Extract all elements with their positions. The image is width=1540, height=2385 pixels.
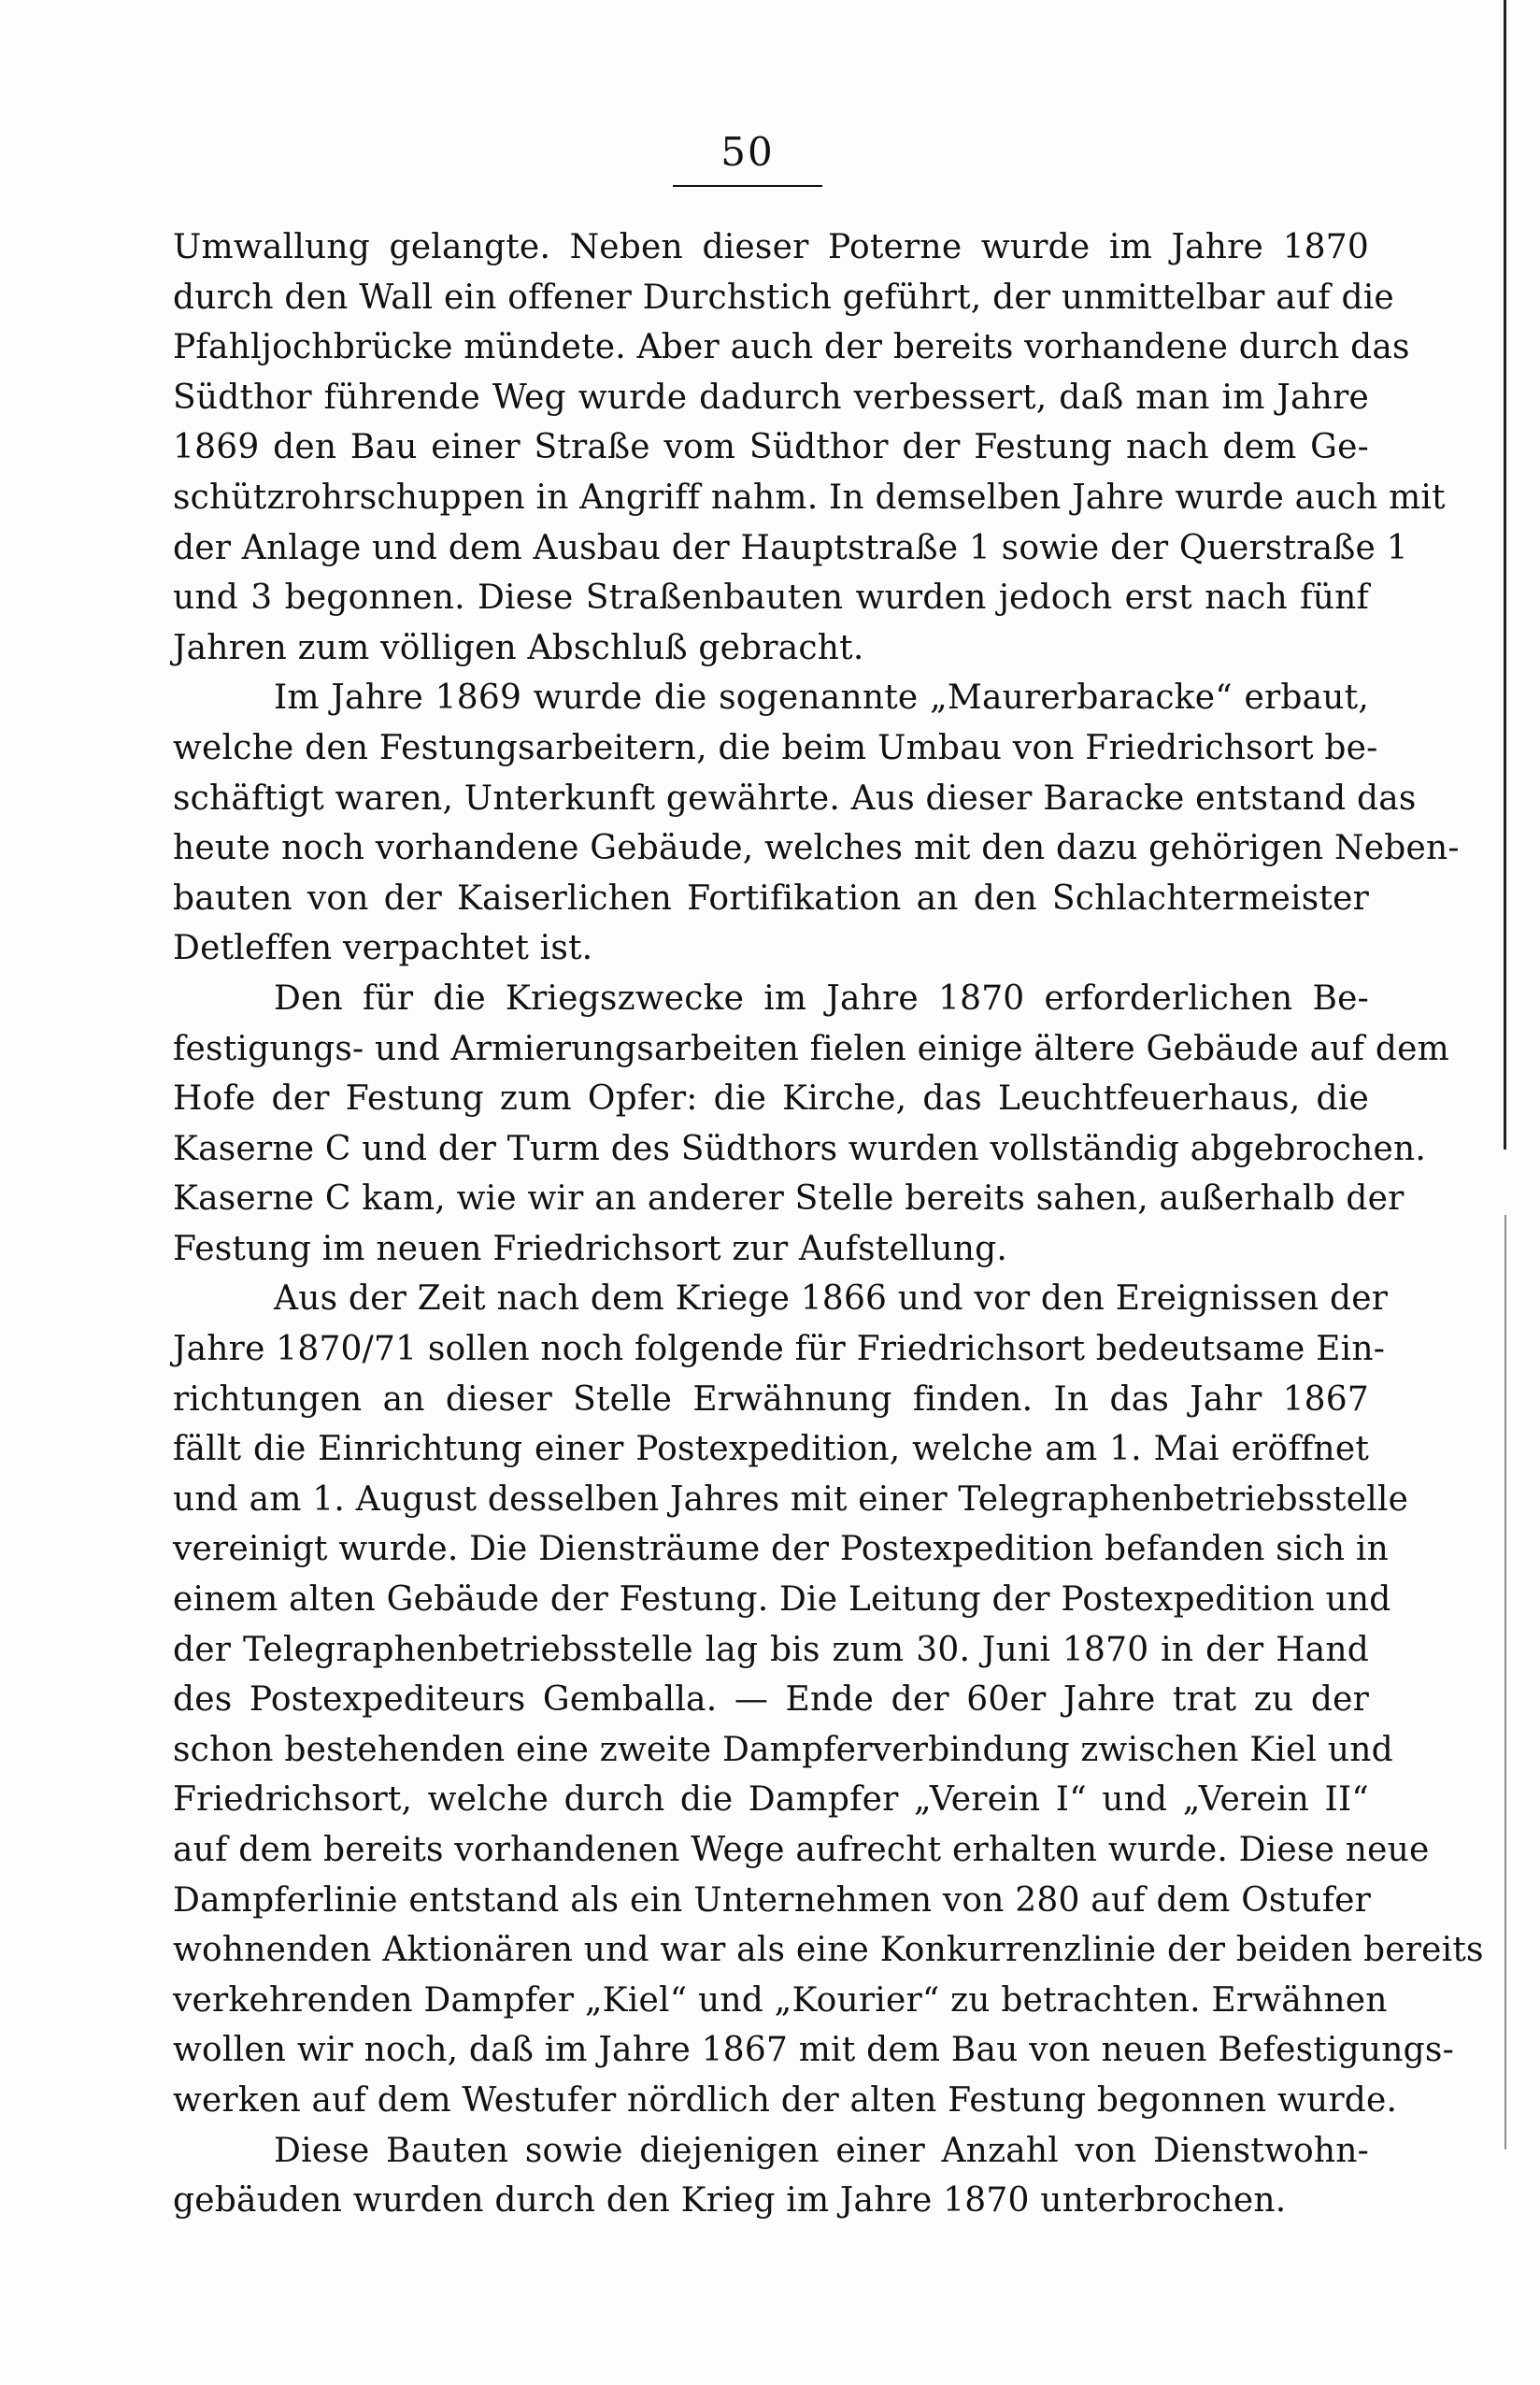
text-line: durch den Wall ein offener Durchstich geführt, der unmittelbar auf die: [173, 278, 1394, 317]
text-line: und 3 begonnen. Diese Straßenbauten wurden jedoch erst nach fünf: [173, 578, 1369, 618]
text-line: richtungen an dieser Stelle Erwähnung finden. In das Jahr 1867: [173, 1379, 1369, 1419]
text-line: bauten von der Kaiserlichen Fortifikation an den Schlachtermeister: [173, 878, 1369, 918]
text-line: heute noch vorhandene Gebäude, welches mit den dazu gehörigen Neben-: [173, 829, 1460, 868]
scan-edge-line: [1504, 0, 1506, 1150]
text-line: einem alten Gebäude der Festung. Die Leitung der Postexpedition und: [173, 1580, 1391, 1620]
text-line: wohnenden Aktionären und war als eine Konkurrenzlinie der beiden bereits: [173, 1931, 1484, 1970]
scan-edge-line-lower: [1504, 1215, 1506, 2149]
text-line: Kaserne C kam, wie wir an anderer Stelle bereits sahen, außerhalb der: [173, 1179, 1405, 1219]
text-line: Kaserne C und der Turm des Südthors wurden vollständig abgebrochen.: [173, 1129, 1427, 1168]
text-line: Jahre 1870/71 sollen noch folgende für Friedrichsort bedeutsame Ein-: [173, 1330, 1386, 1369]
text-line: welche den Festungsarbeitern, die beim Umbau von Friedrichsort be-: [173, 728, 1378, 767]
text-line: Detleffen verpachtet ist.: [173, 929, 593, 968]
text-line: Aus der Zeit nach dem Kriege 1866 und vor den Ereignissen der: [274, 1279, 1389, 1319]
text-line: werken auf dem Westufer nördlich der alten Festung begonnen wurde.: [173, 2080, 1398, 2120]
text-line: Hofe der Festung zum Opfer: die Kirche, das Leuchtfeuerhaus, die: [173, 1079, 1369, 1119]
text-line: Im Jahre 1869 wurde die sogenannte „Maurerbaracke“ erbaut,: [274, 678, 1369, 718]
text-line: und am 1. August desselben Jahres mit einer Telegraphenbetriebsstelle: [173, 1479, 1409, 1519]
text-line: gebäuden wurden durch den Krieg im Jahre 1870 unterbrochen.: [173, 2181, 1287, 2221]
text-line: Pfahljochbrücke mündete. Aber auch der bereits vorhandene durch das: [173, 328, 1410, 367]
text-line: vereinigt wurde. Die Diensträume der Postexpedition befanden sich in: [173, 1530, 1390, 1569]
body-text: [173, 222, 1484, 2226]
text-line: 1869 den Bau einer Straße vom Südthor der Festung nach dem Ge-: [173, 428, 1369, 467]
text-line: Jahren zum völligen Abschluß gebracht.: [173, 628, 864, 667]
text-line: auf dem bereits vorhandenen Wege aufrecht erhalten wurde. Diese neue: [173, 1831, 1430, 1869]
text-line: Festung im neuen Friedrichsort zur Aufstellung.: [173, 1229, 1008, 1268]
text-line: Umwallung gelangte. Neben dieser Poterne wurde im Jahre 1870: [173, 228, 1369, 266]
text-line: verkehrenden Dampfer „Kiel“ und „Kourier“ zu betrachten. Erwähnen: [173, 1980, 1388, 2020]
text-line: Diese Bauten sowie diejenigen einer Anzahl von Dienstwohn-: [274, 2131, 1369, 2170]
text-line: der Anlage und dem Ausbau der Hauptstraße 1 sowie der Querstraße 1: [173, 528, 1408, 567]
text-line: Südthor führende Weg wurde dadurch verbessert, daß man im Jahre: [173, 378, 1369, 417]
text-line: schon bestehenden eine zweite Dampferverbindung zwischen Kiel und: [173, 1730, 1393, 1769]
page-number-rule: [673, 185, 822, 187]
text-line: Dampferlinie entstand als ein Unternehmen von 280 auf dem Ostufer: [173, 1880, 1372, 1920]
text-line: Den für die Kriegszwecke im Jahre 1870 erforderlichen Be-: [274, 978, 1369, 1018]
text-line: wollen wir noch, daß im Jahre 1867 mit dem Bau von neuen Befestigungs-: [173, 2031, 1454, 2070]
text-line: schäftigt waren, Unterkunft gewährte. Aus dieser Baracke entstand das: [173, 778, 1417, 818]
text-line: festigungs- und Armierungsarbeiten fielen einige ältere Gebäude auf dem: [173, 1029, 1449, 1068]
text-line: des Postexpediteurs Gemballa. — Ende der 60er Jahre trat zu der: [173, 1680, 1369, 1720]
text-line: schützrohrschuppen in Angriff nahm. In demselben Jahre wurde auch mit: [173, 478, 1446, 517]
text-line: fällt die Einrichtung einer Postexpedition, welche am 1. Mai eröffnet: [173, 1430, 1369, 1469]
text-line: Friedrichsort, welche durch die Dampfer „Verein I“ und „Verein II“: [173, 1780, 1369, 1820]
page-number: 50: [720, 129, 775, 175]
text-line: der Telegraphenbetriebsstelle lag bis zum 30. Juni 1870 in der Hand: [173, 1630, 1369, 1669]
